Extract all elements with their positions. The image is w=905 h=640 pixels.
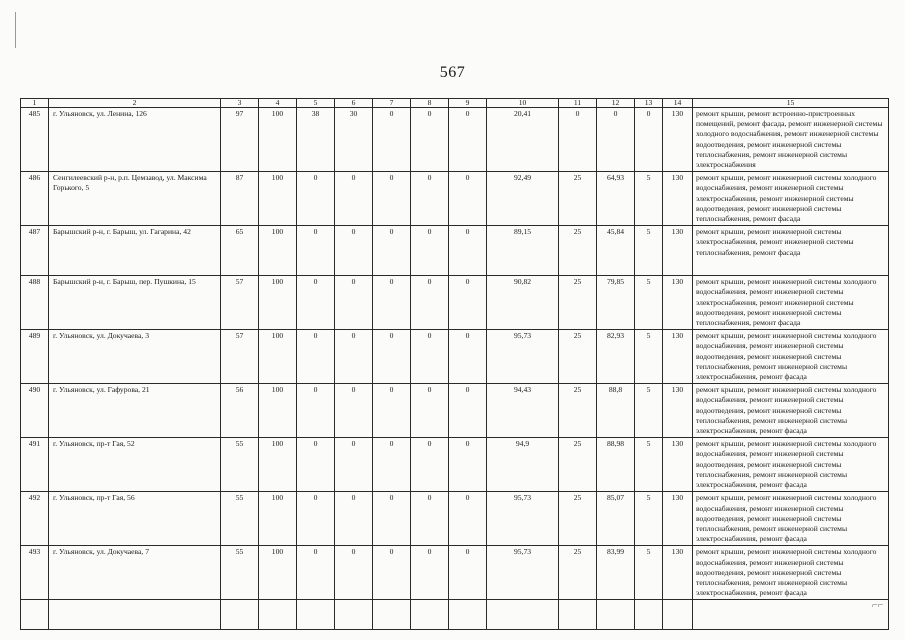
work-types-cell: ремонт крыши, ремонт инженерной системы холодного водоснабжения, ремонт инженерной системы водоотведения, ремонт инженерной системы теплоснабжения, ремонт инженерной системы электроснабжения, ремонт фасада: [693, 438, 889, 492]
table-cell: 0: [449, 330, 487, 384]
table-cell: 130: [663, 226, 693, 276]
table-cell: 90,82: [487, 276, 559, 330]
table-cell: 491: [21, 438, 49, 492]
table-cell: 0: [373, 276, 411, 330]
table-cell: 0: [449, 226, 487, 276]
table-cell: 0: [449, 108, 487, 172]
table-row: [21, 276, 889, 330]
table-cell: 100: [259, 172, 297, 226]
empty-cell: [259, 600, 297, 630]
empty-cell: [49, 600, 221, 630]
address-cell: г. Ульяновск, пр-т Гая, 52: [49, 438, 221, 492]
table-cell: 0: [335, 330, 373, 384]
work-types-cell: ремонт крыши, ремонт встроенно-пристроенных помещений, ремонт фасада, ремонт инженерной системы холодного водоснабжения, ремонт инженерной системы водоотведения, ремонт инженерной системы теплоснабжения, ремонт инженерной системы электроснабжения: [693, 108, 889, 172]
table-cell: 87: [221, 172, 259, 226]
table-row: [21, 172, 889, 226]
table-cell: 100: [259, 226, 297, 276]
table-cell: 95,73: [487, 330, 559, 384]
table-cell: 0: [297, 384, 335, 438]
table-cell: 0: [411, 330, 449, 384]
address-cell: г. Ульяновск, ул. Гафурова, 21: [49, 384, 221, 438]
table-cell: 5: [635, 546, 663, 600]
table-cell: 89,15: [487, 226, 559, 276]
table-cell: 0: [449, 438, 487, 492]
table-row: [21, 492, 889, 546]
table-cell: 0: [449, 384, 487, 438]
table-cell: 0: [297, 276, 335, 330]
table-cell: 85,07: [597, 492, 635, 546]
table-cell: 0: [597, 108, 635, 172]
table-cell: 486: [21, 172, 49, 226]
table-cell: 100: [259, 108, 297, 172]
table-cell: 25: [559, 384, 597, 438]
table-cell: 130: [663, 276, 693, 330]
address-cell: Сенгилеевский р-н, р.п. Цемзавод, ул. Максима Горького, 5: [49, 172, 221, 226]
table-row: [21, 330, 889, 384]
column-header-14: 14: [663, 99, 693, 108]
table-cell: 130: [663, 108, 693, 172]
table-cell: 5: [635, 276, 663, 330]
column-header-13: 13: [635, 99, 663, 108]
address-cell: г. Ульяновск, ул. Докучаева, 7: [49, 546, 221, 600]
table-cell: 92,49: [487, 172, 559, 226]
table-cell: 0: [635, 108, 663, 172]
table-cell: 25: [559, 226, 597, 276]
table-cell: 0: [297, 172, 335, 226]
empty-cell: [335, 600, 373, 630]
table-cell: 5: [635, 492, 663, 546]
table-cell: 100: [259, 438, 297, 492]
table-cell: 130: [663, 546, 693, 600]
empty-cell: [449, 600, 487, 630]
table-cell: 88,8: [597, 384, 635, 438]
table-cell: 65: [221, 226, 259, 276]
work-types-cell: ремонт крыши, ремонт инженерной системы холодного водоснабжения, ремонт инженерной системы электроснабжения, ремонт инженерной системы водоотведения, ремонт инженерной системы теплоснабжения, ремонт фасада: [693, 172, 889, 226]
table-cell: 25: [559, 276, 597, 330]
table-cell: 45,84: [597, 226, 635, 276]
empty-cell: [487, 600, 559, 630]
table-cell: 493: [21, 546, 49, 600]
table-cell: 0: [373, 108, 411, 172]
table-cell: 0: [411, 172, 449, 226]
table-cell: 100: [259, 276, 297, 330]
table-cell: 0: [411, 384, 449, 438]
table-cell: 0: [335, 438, 373, 492]
table-row: [21, 546, 889, 600]
table-cell: 0: [449, 172, 487, 226]
table-cell: 100: [259, 384, 297, 438]
table-cell: 130: [663, 438, 693, 492]
table-cell: 0: [297, 438, 335, 492]
table-cell: 0: [297, 492, 335, 546]
empty-cell: [559, 600, 597, 630]
table-cell: 0: [411, 226, 449, 276]
column-header-12: 12: [597, 99, 635, 108]
table-cell: 25: [559, 330, 597, 384]
work-types-cell: ремонт крыши, ремонт инженерной системы электроснабжения, ремонт инженерной системы теплоснабжения, ремонт фасада: [693, 226, 889, 276]
column-header-8: 8: [411, 99, 449, 108]
table-cell: 64,93: [597, 172, 635, 226]
table-cell: 97: [221, 108, 259, 172]
table-cell: 0: [335, 384, 373, 438]
column-header-10: 10: [487, 99, 559, 108]
table-cell: 38: [297, 108, 335, 172]
address-cell: г. Ульяновск, ул. Ленина, 126: [49, 108, 221, 172]
table-cell: 0: [373, 172, 411, 226]
table-cell: 94,43: [487, 384, 559, 438]
table-cell: 0: [335, 172, 373, 226]
table-cell: 490: [21, 384, 49, 438]
table-cell: 0: [449, 546, 487, 600]
table-cell: 25: [559, 492, 597, 546]
address-cell: г. Ульяновск, ул. Докучаева, 3: [49, 330, 221, 384]
work-types-cell: ремонт крыши, ремонт инженерной системы холодного водоснабжения, ремонт инженерной системы водоотведения, ремонт инженерной системы теплоснабжения, ремонт инженерной системы электроснабжения, ремонт фасада: [693, 384, 889, 438]
table-cell: 0: [411, 492, 449, 546]
empty-cell: [693, 600, 889, 630]
table-cell: 55: [221, 546, 259, 600]
work-types-cell: ремонт крыши, ремонт инженерной системы холодного водоснабжения, ремонт инженерной системы электроснабжения, ремонт инженерной системы водоотведения, ремонт инженерной системы теплоснабжения, ремонт фасада: [693, 276, 889, 330]
table-cell: 25: [559, 546, 597, 600]
table-cell: 5: [635, 384, 663, 438]
table-cell: 0: [297, 546, 335, 600]
table-cell: 130: [663, 492, 693, 546]
column-header-11: 11: [559, 99, 597, 108]
table-cell: 95,73: [487, 546, 559, 600]
table-cell: 0: [449, 492, 487, 546]
table-cell: 57: [221, 276, 259, 330]
column-header-4: 4: [259, 99, 297, 108]
table-row: [21, 108, 889, 172]
column-header-6: 6: [335, 99, 373, 108]
table-cell: 130: [663, 330, 693, 384]
table-cell: 25: [559, 438, 597, 492]
table-cell: 492: [21, 492, 49, 546]
empty-cell: [411, 600, 449, 630]
table-cell: 130: [663, 172, 693, 226]
table-cell: 30: [335, 108, 373, 172]
table-cell: 94,9: [487, 438, 559, 492]
table-cell: 0: [411, 438, 449, 492]
column-header-9: 9: [449, 99, 487, 108]
table-cell: 0: [297, 330, 335, 384]
page-number: 567: [439, 64, 466, 81]
table-cell: 0: [373, 492, 411, 546]
empty-cell: [597, 600, 635, 630]
table-cell: 489: [21, 330, 49, 384]
table-cell: 5: [635, 438, 663, 492]
table-cell: 0: [411, 276, 449, 330]
table-cell: 82,93: [597, 330, 635, 384]
table-cell: 0: [449, 276, 487, 330]
table-cell: 83,99: [597, 546, 635, 600]
scan-margin-mark: [15, 12, 16, 48]
address-cell: Барышский р-н, г. Барыш, пер. Пушкина, 15: [49, 276, 221, 330]
table-cell: 0: [373, 226, 411, 276]
column-header-15: 15: [693, 99, 889, 108]
work-types-cell: ремонт крыши, ремонт инженерной системы холодного водоснабжения, ремонт инженерной системы водоотведения, ремонт инженерной системы теплоснабжения, ремонт инженерной системы электроснабжения, ремонт фасада: [693, 546, 889, 600]
table-cell: 79,85: [597, 276, 635, 330]
table-cell: 88,98: [597, 438, 635, 492]
repair-program-table: [20, 98, 889, 630]
scan-corner-mark: ⌐⌐: [872, 600, 884, 611]
table-cell: 0: [335, 226, 373, 276]
table-row: [21, 438, 889, 492]
table-cell: 0: [335, 276, 373, 330]
table-cell: 0: [559, 108, 597, 172]
empty-cell: [635, 600, 663, 630]
table-cell: 95,73: [487, 492, 559, 546]
table-row: [21, 384, 889, 438]
table-cell: 0: [373, 384, 411, 438]
column-header-5: 5: [297, 99, 335, 108]
empty-cell: [663, 600, 693, 630]
table-cell: 485: [21, 108, 49, 172]
work-types-cell: ремонт крыши, ремонт инженерной системы холодного водоснабжения, ремонт инженерной системы водоотведения, ремонт инженерной системы теплоснабжения, ремонт инженерной системы электроснабжения, ремонт фасада: [693, 492, 889, 546]
column-header-7: 7: [373, 99, 411, 108]
table-body: [21, 108, 889, 630]
column-header-2: 2: [49, 99, 221, 108]
table-cell: 5: [635, 330, 663, 384]
table-cell: 0: [297, 226, 335, 276]
table-cell: 0: [411, 546, 449, 600]
table-cell: 20,41: [487, 108, 559, 172]
empty-cell: [221, 600, 259, 630]
table-cell: 5: [635, 226, 663, 276]
column-header-3: 3: [221, 99, 259, 108]
table-cell: 100: [259, 546, 297, 600]
table-cell: 0: [373, 546, 411, 600]
table-cell: 0: [335, 546, 373, 600]
address-cell: Барышский р-н, г. Барыш, ул. Гагарина, 42: [49, 226, 221, 276]
table-cell: 25: [559, 172, 597, 226]
empty-cell: [373, 600, 411, 630]
table-cell: 487: [21, 226, 49, 276]
work-types-cell: ремонт крыши, ремонт инженерной системы холодного водоснабжения, ремонт инженерной системы водоотведения, ремонт инженерной системы теплоснабжения, ремонт инженерной системы электроснабжения, ремонт фасада: [693, 330, 889, 384]
table-cell: 56: [221, 384, 259, 438]
table-cell: 0: [373, 330, 411, 384]
table-cell: 488: [21, 276, 49, 330]
address-cell: г. Ульяновск, пр-т Гая, 56: [49, 492, 221, 546]
table-cell: 100: [259, 492, 297, 546]
empty-cell: [21, 600, 49, 630]
column-header-1: 1: [21, 99, 49, 108]
table-cell: 55: [221, 438, 259, 492]
table-cell: 100: [259, 330, 297, 384]
table-header: [21, 99, 889, 108]
table-cell: 0: [411, 108, 449, 172]
table-cell: 0: [335, 492, 373, 546]
table-cell: 55: [221, 492, 259, 546]
table-row: [21, 226, 889, 276]
table-cell: 130: [663, 384, 693, 438]
empty-table-row: [21, 600, 889, 630]
empty-cell: [297, 600, 335, 630]
table-cell: 0: [373, 438, 411, 492]
table-cell: 5: [635, 172, 663, 226]
table-cell: 57: [221, 330, 259, 384]
